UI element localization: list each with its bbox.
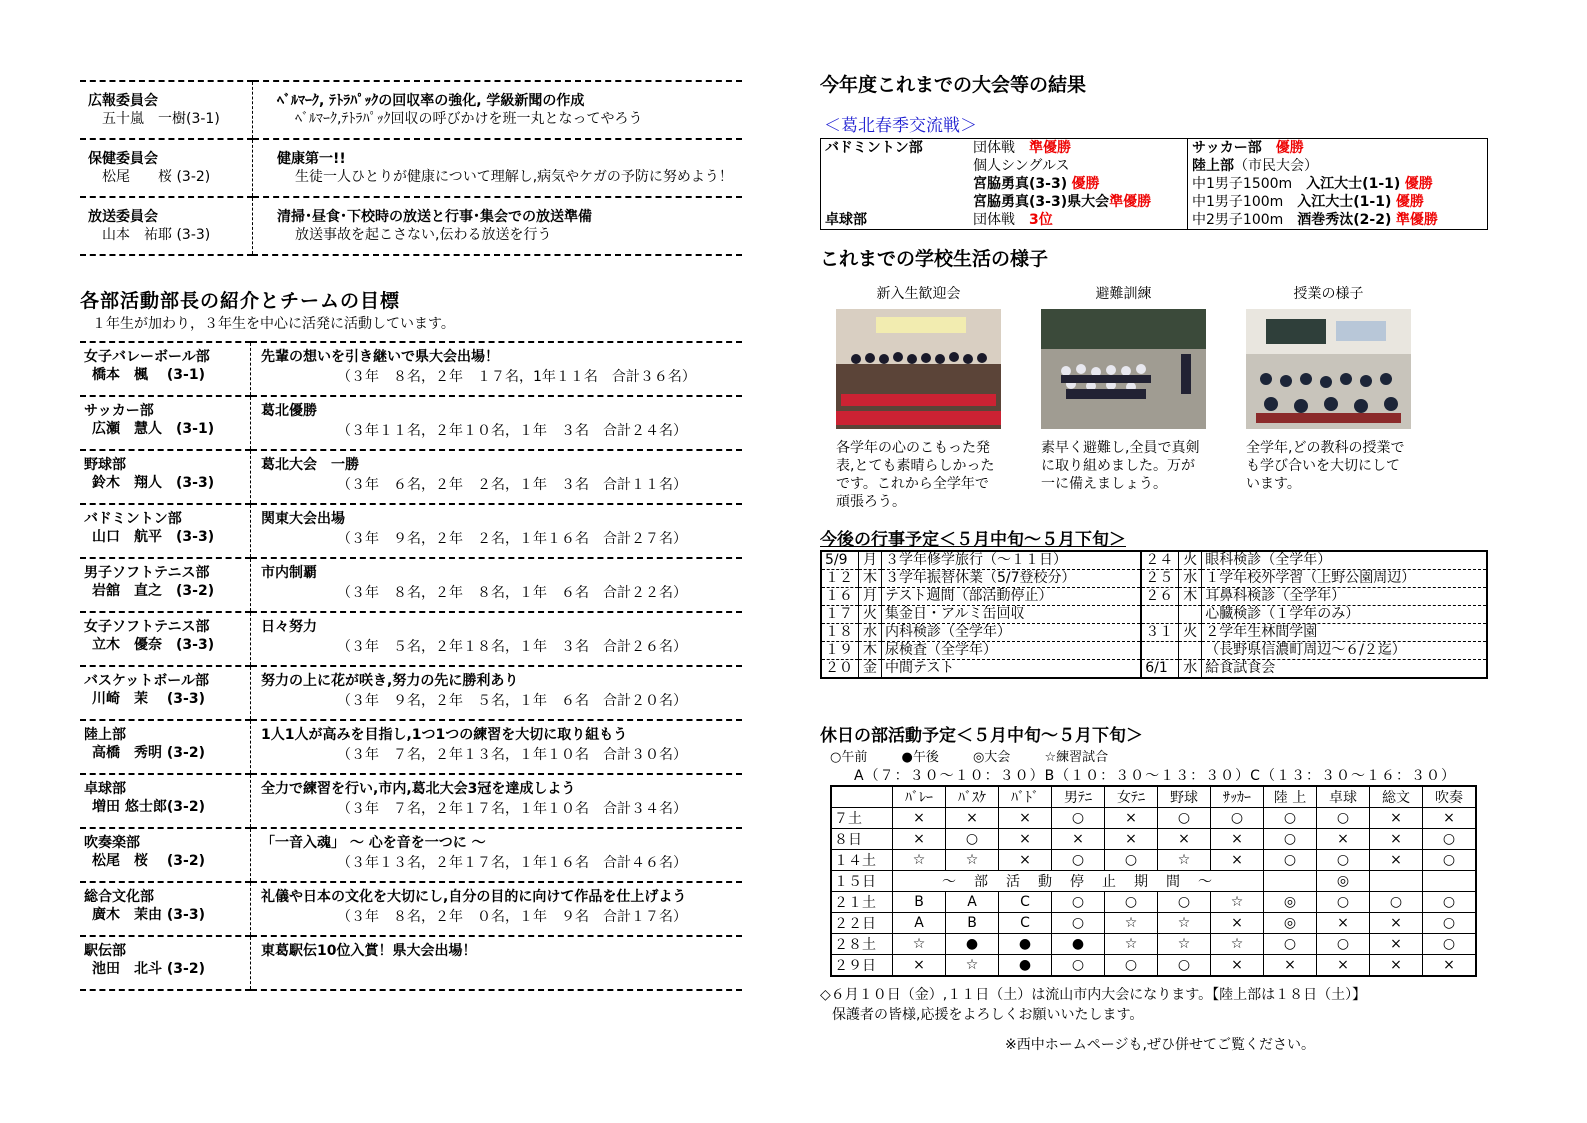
- results-event: ＜葛北春季交流戦＞: [824, 116, 977, 136]
- schedule-cell: ◎: [1264, 892, 1317, 913]
- schedule-cell: ×: [1105, 808, 1158, 829]
- schedule-day: １４土: [831, 850, 893, 871]
- schedule-cell: ×: [893, 955, 946, 977]
- event-weekday: 火: [1179, 551, 1202, 570]
- schedule-day: １５日: [831, 871, 893, 892]
- event-date: ３１: [1141, 624, 1179, 642]
- schedule-cell: ×: [1105, 829, 1158, 850]
- schedule-cell: ○: [1317, 934, 1370, 955]
- photo-desc: 各学年の心のこもった発表,とても素晴らしかったです。これから全学年で頑張ろう。: [836, 440, 995, 510]
- club-row: [80, 774, 742, 828]
- events-table: [820, 550, 1488, 679]
- schedule-cell: ×: [1370, 808, 1423, 829]
- committee-row: [80, 139, 742, 197]
- holiday-times: A（７：３０～１０：３０）B（１０：３０～１３：３０）C（１３：３０～１６：３０）: [854, 768, 1456, 784]
- club-name: 女子ソフトテニス部: [84, 619, 210, 635]
- b-team: 団体戦: [973, 140, 1015, 156]
- note-line: ※西中ホームページも,ぜひ併せてご覧ください。: [1005, 1037, 1315, 1053]
- event-date: １２: [821, 570, 859, 588]
- schedule-cell: ×: [1211, 850, 1264, 871]
- photo-card: [1041, 283, 1206, 511]
- event-text: 集金日・アルミ缶回収: [882, 606, 1142, 624]
- clubs-title: 各部活動部長の紹介とチームの目標: [80, 290, 401, 312]
- club-name: 駅伝部: [84, 943, 126, 959]
- event-date: ２０: [821, 660, 859, 679]
- event-text: ３学年修学旅行（～１１日）: [882, 551, 1142, 570]
- event-weekday: [1179, 606, 1202, 624]
- club-name: 陸上部: [84, 727, 126, 743]
- club-captain: 増田 悠士郎(3-2): [92, 799, 205, 815]
- schedule-day: ７土: [831, 808, 893, 829]
- schedule-cell: ○: [1317, 808, 1370, 829]
- club-members: （３年 ８名，２年 １７名，1年１１名 合計３６名）: [337, 369, 696, 385]
- schedule-cell: ×: [893, 829, 946, 850]
- event-text: 眼科検診（全学年）: [1202, 551, 1487, 570]
- event-text: ３学年振替休業（5/7登校分）: [882, 570, 1142, 588]
- club-goal: 全力で練習を行い,市内,葛北大会3冠を達成しよう: [261, 781, 576, 797]
- schedule-cell: ●: [999, 934, 1052, 955]
- schedule-cell: ○: [1264, 850, 1317, 871]
- club-goal: 1人1人が高みを目指し,1つ1つの練習を大切に取り組もう: [261, 727, 628, 743]
- holiday-legend: [830, 746, 1500, 765]
- club-row: [80, 504, 742, 558]
- schedule-cell: ○: [1423, 892, 1477, 913]
- club-captain: 橋本 楓 (3-1): [92, 367, 205, 383]
- club-row: [80, 396, 742, 450]
- schedule-day: ２９日: [831, 955, 893, 977]
- club-captain: 廣木 茉由 (3-3): [92, 907, 205, 923]
- class-photo: [1246, 309, 1411, 429]
- club-row: [80, 612, 742, 666]
- event-date: １７: [821, 606, 859, 624]
- club-goal: 日々努力: [261, 619, 317, 635]
- life-title: これまでの学校生活の様子: [820, 248, 1049, 270]
- legend-item: ●午後: [901, 750, 939, 765]
- event-text: 給食試食会: [1202, 660, 1487, 679]
- schedule-cell: ○: [1211, 808, 1264, 829]
- schedule-cell: ○: [1317, 892, 1370, 913]
- schedule-cell: ○: [1423, 850, 1477, 871]
- committee-row: [80, 197, 742, 255]
- track-result-3: 準優勝: [1395, 212, 1438, 228]
- committee-person: 松尾 桜 (3-2): [102, 169, 211, 185]
- event-weekday: 水: [1179, 660, 1202, 679]
- schedule-cell: ☆: [1105, 934, 1158, 955]
- club-row: [80, 936, 742, 990]
- event-weekday: 木: [1179, 588, 1202, 606]
- schedule-cell: ○: [1423, 934, 1477, 955]
- schedule-cell: ×: [1052, 829, 1105, 850]
- holiday-notes: [820, 985, 1500, 1055]
- schedule-cell: ☆: [1105, 913, 1158, 934]
- club-captain: 池田 北斗 (3-2): [92, 961, 205, 977]
- track-event-3: 中2男子100m: [1192, 212, 1284, 228]
- event-row: [821, 606, 1487, 624]
- schedule-cell: ☆: [1211, 934, 1264, 955]
- photo-card: [836, 283, 1001, 511]
- schedule-cell: ﾊﾞﾚｰ: [893, 786, 946, 808]
- event-text: テスト週間（部活動停止）: [882, 588, 1142, 606]
- schedule-row: [831, 786, 1476, 808]
- schedule-cell: ☆: [893, 934, 946, 955]
- club-name: 総合文化部: [84, 889, 154, 905]
- tt-team: 団体戦: [973, 212, 1015, 228]
- club-goal: 先輩の想いを引き継いで県大会出場！: [261, 349, 499, 365]
- club-name: サッカー部: [84, 403, 154, 419]
- schedule-cell: ○: [1423, 913, 1477, 934]
- schedule-day: ８日: [831, 829, 893, 850]
- club-name: 吹奏楽部: [84, 835, 140, 851]
- event-weekday: 火: [859, 606, 882, 624]
- schedule-row: [831, 934, 1476, 955]
- schedule-cell: ×: [1317, 913, 1370, 934]
- schedule-cell: 女ﾃﾆ: [1105, 786, 1158, 808]
- note-line: ◇６月１０日（金）,１１日（土）は流山市内大会になります。【陸上部は１８日（土）】: [820, 987, 1367, 1003]
- club-captain: 鈴木 翔人 (3-3): [92, 475, 215, 491]
- club-captain: 広瀬 慧人 (3-1): [92, 421, 215, 437]
- event-row: [821, 570, 1487, 588]
- photo-caption: 新入生歓迎会: [876, 286, 961, 302]
- holiday-table: [830, 785, 1477, 977]
- club-goal: 市内制覇: [261, 565, 317, 581]
- schedule-day: ２２日: [831, 913, 893, 934]
- schedule-cell: ○: [1264, 934, 1317, 955]
- schedule-cell: ×: [1370, 955, 1423, 977]
- schedule-cell: ×: [946, 808, 999, 829]
- event-text: 中間テスト: [882, 660, 1142, 679]
- event-date: 6/1: [1141, 660, 1179, 679]
- schedule-cell: ｻｯｶｰ: [1211, 786, 1264, 808]
- event-row: [821, 660, 1487, 679]
- schedule-cell: ×: [893, 808, 946, 829]
- photo-desc: 全学年,どの教科の授業でも学び合いを大切にしています。: [1246, 440, 1405, 492]
- club-goal: 葛北優勝: [261, 403, 317, 419]
- schedule-cell: A: [893, 913, 946, 934]
- schedule-cell: ×: [1370, 829, 1423, 850]
- schedule-day: ２８土: [831, 934, 893, 955]
- schedule-cell: ×: [1317, 955, 1370, 977]
- photo-row: [836, 283, 1500, 511]
- schedule-cell: ○: [1370, 892, 1423, 913]
- event-text: 心臓検診（１学年のみ）: [1202, 606, 1487, 624]
- schedule-cell: ○: [1158, 892, 1211, 913]
- club-goal: 努力の上に花が咲き,努力の先に勝利あり: [261, 673, 519, 689]
- club-goal: 葛北大会 一勝: [261, 457, 359, 473]
- schedule-cell: ☆: [1158, 850, 1211, 871]
- club-members: （３年１３名，２年１７名，１年１６名 合計４６名）: [337, 855, 687, 871]
- event-text: 耳鼻科検診（全学年）: [1202, 588, 1487, 606]
- schedule-cell: ×: [1211, 913, 1264, 934]
- left-column: [80, 80, 742, 991]
- schedule-cell: ×: [1423, 808, 1477, 829]
- legend-item: ☆練習試合: [1044, 750, 1109, 765]
- event-weekday: 木: [859, 570, 882, 588]
- schedule-cell: ☆: [946, 850, 999, 871]
- clubs-intro: １年生が加わり，３年生を中心に活発に活動しています。: [92, 316, 455, 332]
- schedule-cell: C: [999, 892, 1052, 913]
- tt-result: 3位: [1029, 212, 1053, 228]
- committee-sub: 放送事故を起こさない,伝わる放送を行う: [295, 227, 552, 243]
- schedule-cell: ○: [1052, 808, 1105, 829]
- schedule-cell: 総文: [1370, 786, 1423, 808]
- track-event-1: 中1男子1500m: [1192, 176, 1293, 192]
- event-date: １９: [821, 642, 859, 660]
- event-weekday: 火: [1179, 624, 1202, 642]
- club-row: [80, 828, 742, 882]
- event-date: ２５: [1141, 570, 1179, 588]
- schedule-cell: A: [946, 892, 999, 913]
- club-name: 男子ソフトテニス部: [84, 565, 210, 581]
- photo-card: [1246, 283, 1411, 511]
- event-date: ２６: [1141, 588, 1179, 606]
- club-captain: 岩舘 直之 (3-2): [92, 583, 215, 599]
- committee-person: 山本 祐耶 (3-3): [102, 227, 211, 243]
- committee-goal: 清掃･昼食･下校時の放送と行事･集会での放送準備: [277, 209, 592, 225]
- committee-sub: 生徒一人ひとりが健康について理解し,病気やケガの予防に努めよう！: [295, 169, 733, 185]
- schedule-row: [831, 829, 1476, 850]
- club-members: （３年 ７名，２年１７名，１年１０名 合計３４名）: [337, 801, 687, 817]
- schedule-cell: ×: [999, 829, 1052, 850]
- schedule-cell: ×: [1370, 934, 1423, 955]
- club-captain: 立木 優奈 (3-3): [92, 637, 215, 653]
- track-event-2: 中1男子100m: [1192, 194, 1284, 210]
- badminton-label: バドミントン部: [825, 140, 923, 156]
- schedule-cell: ×: [999, 808, 1052, 829]
- schedule-cell: ×: [1370, 913, 1423, 934]
- club-row: [80, 450, 742, 504]
- schedule-cell: ●: [946, 934, 999, 955]
- photo-caption: 避難訓練: [1095, 286, 1152, 302]
- club-name: 卓球部: [84, 781, 126, 797]
- results-title: 今年度これまでの大会等の結果: [820, 74, 1087, 96]
- schedule-cell: ×: [1317, 829, 1370, 850]
- event-date: １６: [821, 588, 859, 606]
- schedule-cell: ●: [999, 955, 1052, 977]
- club-captain: 山口 航平 (3-3): [92, 529, 215, 545]
- track-name-1: 入江大士(1-1): [1306, 176, 1401, 192]
- committee-goal: ﾍﾞﾙﾏｰｸ, ﾃﾄﾗﾊﾟｯｸの回収率の強化, 学級新聞の作成: [277, 93, 585, 109]
- schedule-cell: ○: [1423, 829, 1477, 850]
- schedule-cell: ○: [1264, 808, 1317, 829]
- event-date: [1141, 642, 1179, 660]
- schedule-cell: ○: [1317, 850, 1370, 871]
- club-members: （３年 ５名，２年１８名，１年 ３名 合計２６名）: [337, 639, 687, 655]
- schedule-cell: ☆: [946, 955, 999, 977]
- event-weekday: 月: [859, 551, 882, 570]
- photo-caption: 授業の様子: [1293, 286, 1364, 302]
- event-date: [1141, 606, 1179, 624]
- schedule-cell: ☆: [1158, 934, 1211, 955]
- track-sub: （市民大会）: [1234, 158, 1318, 174]
- schedule-cell: ○: [1158, 808, 1211, 829]
- schedule-cell: 卓球: [1317, 786, 1370, 808]
- event-text: ２学年生林間学園: [1202, 624, 1487, 642]
- schedule-cell: ○: [1105, 955, 1158, 977]
- club-name: 女子バレーボール部: [84, 349, 210, 365]
- holiday-section: [820, 721, 1500, 1055]
- club-row: [80, 666, 742, 720]
- schedule-cell: ○: [1052, 892, 1105, 913]
- club-row: [80, 720, 742, 774]
- schedule-cell: 男ﾃﾆ: [1052, 786, 1105, 808]
- right-column: [820, 70, 1500, 1055]
- club-captain: 高橋 秀明 (3-2): [92, 745, 205, 761]
- events-title: 今後の行事予定＜５月中旬～５月下旬＞: [820, 530, 1126, 550]
- event-weekday: 木: [859, 642, 882, 660]
- event-row: [821, 642, 1487, 660]
- note-line: 保護者の皆様,応援をよろしくお願いいたします。: [832, 1007, 1144, 1023]
- club-name: バドミントン部: [84, 511, 182, 527]
- schedule-cell: ×: [1370, 850, 1423, 871]
- club-members: （３年 ６名，２年 ２名，１年 ３名 合計１１名）: [337, 477, 687, 493]
- schedule-day: [831, 786, 893, 808]
- event-text: 尿検査（全学年）: [882, 642, 1142, 660]
- schedule-cell: ☆: [893, 850, 946, 871]
- club-captain: 松尾 桜 (3-2): [92, 853, 205, 869]
- event-date: 5/9: [821, 551, 859, 570]
- schedule-cell: ☆: [1158, 913, 1211, 934]
- b-player-2: 宮脇勇真(3-3)県大会: [973, 194, 1110, 210]
- club-members: （３年 ８名，２年 ８名，１年 ６名 合計２２名）: [337, 585, 687, 601]
- club-members: （３年１１名，２年１０名，１年 ３名 合計２４名）: [337, 423, 687, 439]
- committee-person: 五十嵐 一樹(3-1): [102, 111, 220, 127]
- schedule-cell: ○: [1052, 913, 1105, 934]
- event-row: [821, 551, 1487, 570]
- event-text: （長野県信濃町周辺～６/２迄）: [1202, 642, 1487, 660]
- schedule-cell: ○: [946, 829, 999, 850]
- club-goal: 「一音入魂」 ～ 心を音を一つに ～: [261, 835, 486, 851]
- club-name: 野球部: [84, 457, 126, 473]
- results-table: [820, 138, 1488, 230]
- schedule-cell: ﾊﾞﾄﾞ: [999, 786, 1052, 808]
- event-weekday: 水: [859, 624, 882, 642]
- stop-period: ～ 部 活 動 停 止 期 間 ～: [893, 871, 1264, 892]
- schedule-row: [831, 913, 1476, 934]
- club-name: バスケットボール部: [84, 673, 210, 689]
- committee-name: 広報委員会: [88, 93, 158, 109]
- schedule-cell: ×: [1423, 955, 1477, 977]
- club-members: （３年 ７名，２年１３名，１年１０名 合計３０名）: [337, 747, 687, 763]
- event-date: ２４: [1141, 551, 1179, 570]
- committee-row: [80, 81, 742, 139]
- track-result-1: 優勝: [1404, 176, 1433, 192]
- committee-table: [80, 80, 742, 256]
- clubs-table: [80, 341, 742, 991]
- track-name-3: 酒巻秀汰(2-2): [1297, 212, 1392, 228]
- schedule-cell: ☆: [1211, 892, 1264, 913]
- track-name-2: 入江大士(1-1): [1297, 194, 1392, 210]
- schedule-cell: B: [893, 892, 946, 913]
- schedule-cell: ×: [1211, 955, 1264, 977]
- schedule-row: [831, 850, 1476, 871]
- schedule-day: ２１土: [831, 892, 893, 913]
- schedule-cell: 野球: [1158, 786, 1211, 808]
- event-row: [821, 624, 1487, 642]
- holiday-title: 休日の部活動予定＜５月中旬～５月下旬＞: [820, 726, 1143, 746]
- schedule-cell: ×: [999, 850, 1052, 871]
- event-text: 内科検診（全学年）: [882, 624, 1142, 642]
- schedule-cell: ○: [1158, 955, 1211, 977]
- b-team-result: 準優勝: [1029, 140, 1071, 156]
- event-weekday: [1179, 642, 1202, 660]
- committee-goal: 健康第一!!: [277, 151, 346, 167]
- event-weekday: 金: [859, 660, 882, 679]
- schedule-cell: 吹奏: [1423, 786, 1477, 808]
- schedule-cell: ﾊﾞｽｹ: [946, 786, 999, 808]
- club-goal: 東葛駅伝10位入賞！県大会出場！: [261, 943, 477, 959]
- clubs-section: [80, 286, 742, 991]
- schedule-cell: C: [999, 913, 1052, 934]
- photo-desc: 素早く避難し,全員で真剣に取り組めました。万が一に備えましょう。: [1041, 440, 1200, 492]
- club-members: （３年 ９名，２年 ２名，１年１６名 合計２７名）: [337, 531, 687, 547]
- soccer-label: サッカー部: [1192, 140, 1262, 156]
- club-members: （３年 ９名，２年 ５名，１年 ６名 合計２０名）: [337, 693, 687, 709]
- schedule-cell: ×: [1211, 829, 1264, 850]
- club-row: [80, 342, 742, 396]
- legend-item: ◎大会: [972, 750, 1011, 765]
- b-player-1-result: 優勝: [1071, 176, 1100, 192]
- schedule-cell: ○: [1105, 892, 1158, 913]
- schedule-cell: ◎: [1264, 913, 1317, 934]
- schedule-cell: B: [946, 913, 999, 934]
- event-weekday: 月: [859, 588, 882, 606]
- schedule-row-stop: [831, 871, 1476, 892]
- schedule-cell: ×: [1264, 955, 1317, 977]
- soccer-result: 優勝: [1275, 140, 1304, 156]
- b-single: 個人シングルス: [969, 157, 1188, 175]
- committee-name: 保健委員会: [88, 151, 158, 167]
- club-goal: 礼儀や日本の文化を大切にし,自分の目的に向けて作品を仕上げよう: [261, 889, 687, 905]
- schedule-cell: ○: [1052, 850, 1105, 871]
- committee-sub: ﾍﾞﾙﾏｰｸ,ﾃﾄﾗﾊﾟｯｸ回収の呼びかけを班一丸となってやろう: [295, 111, 643, 127]
- event-date: １８: [821, 624, 859, 642]
- club-row: [80, 882, 742, 936]
- club-members: （３年 ８名，２年 ０名，１年 ９名 合計１７名）: [337, 909, 687, 925]
- schedule-cell: ×: [1158, 829, 1211, 850]
- b-player-1: 宮脇勇真(3-3): [973, 176, 1068, 192]
- club-captain: 川崎 茉 (3-3): [92, 691, 205, 707]
- schedule-cell: ○: [1264, 829, 1317, 850]
- event-text: １学年校外学習（上野公園周辺）: [1202, 570, 1487, 588]
- b-player-2-result: 準優勝: [1109, 194, 1152, 210]
- legend-item: ○午前: [830, 750, 868, 765]
- event-row: [821, 588, 1487, 606]
- schedule-row: [831, 808, 1476, 829]
- drill-photo: [1041, 309, 1206, 429]
- tt-label: 卓球部: [825, 212, 867, 228]
- schedule-cell: ●: [1052, 934, 1105, 955]
- schedule-row: [831, 955, 1476, 977]
- schedule-cell: ◎: [1317, 871, 1370, 892]
- track-result-2: 優勝: [1395, 194, 1424, 210]
- schedule-cell: ○: [1052, 955, 1105, 977]
- schedule-cell: ○: [1105, 850, 1158, 871]
- event-weekday: 水: [1179, 570, 1202, 588]
- club-goal: 関東大会出場: [261, 511, 345, 527]
- schedule-row: [831, 892, 1476, 913]
- club-row: [80, 558, 742, 612]
- committee-name: 放送委員会: [88, 209, 158, 225]
- welcome-photo: [836, 309, 1001, 429]
- schedule-cell: 陸 上: [1264, 786, 1317, 808]
- track-label: 陸上部: [1192, 158, 1234, 174]
